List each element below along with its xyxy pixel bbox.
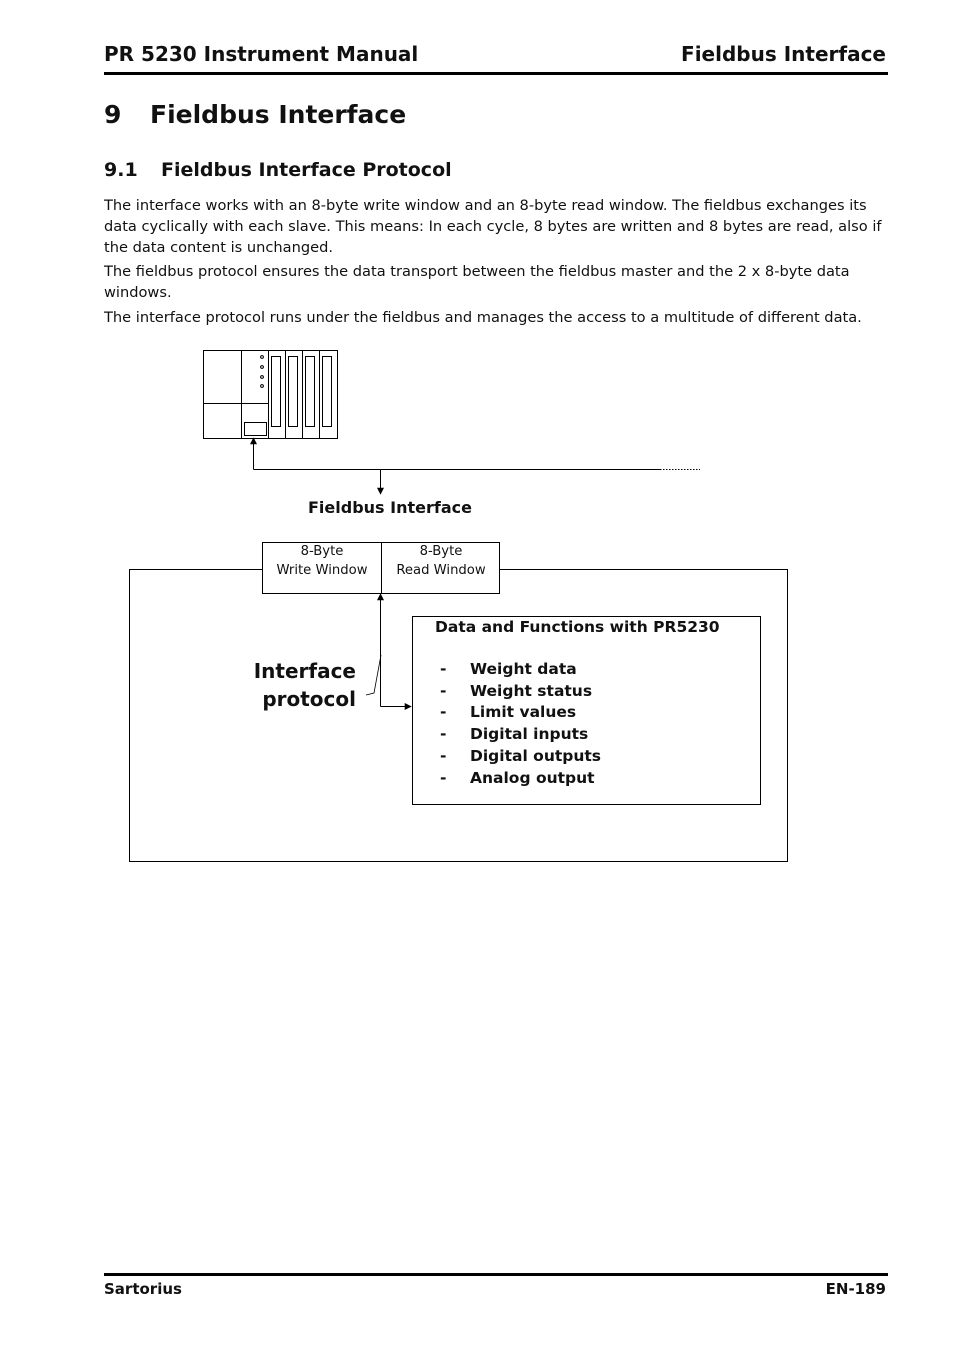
paragraph: The interface works with an 8-byte write window and an 8-byte read window. The fieldbus exchanges its data cyclically with each slave. This means: In each cycle, 8 bytes are written and 8 bytes are read, also if the data content is unchanged. [104, 197, 882, 256]
read-window-line1: 8-Byte [419, 544, 463, 559]
protocol-arrow [366, 594, 411, 707]
list-bullet: - [440, 681, 447, 700]
list-item-label: Weight status [470, 681, 593, 700]
interface-protocol-line1: Interface [253, 659, 356, 683]
interface-protocol-line2: protocol [262, 687, 356, 711]
plc-master-device [204, 351, 338, 439]
write-window-line1: 8-Byte [300, 544, 344, 559]
list-item [440, 768, 601, 790]
fieldbus-line [254, 438, 701, 494]
list-item-label: Digital inputs [470, 725, 589, 744]
footer-rule [104, 1273, 888, 1276]
chapter-number: 9 [104, 100, 122, 129]
list-item [440, 681, 601, 703]
data-functions-title: Data and Functions with PR5230 [435, 618, 720, 636]
list-bullet: - [440, 746, 447, 765]
list-item-label: Analog output [470, 768, 595, 787]
write-window-label [263, 542, 381, 580]
list-item-label: Limit values [470, 703, 577, 722]
data-functions-list [440, 659, 601, 789]
list-bullet: - [440, 725, 447, 744]
list-item-label: Weight data [470, 660, 577, 678]
list-item [440, 746, 601, 768]
list-item [440, 659, 601, 681]
write-window-line2: Write Window [276, 563, 368, 578]
fieldbus-interface-label: Fieldbus Interface [308, 498, 472, 517]
header-manual-title: PR 5230 Instrument Manual [104, 42, 419, 66]
list-item-label: Digital outputs [470, 746, 602, 765]
list-bullet: - [440, 703, 447, 722]
list-item [440, 702, 601, 724]
read-window-line2: Read Window [396, 563, 486, 578]
read-window-label [382, 542, 500, 580]
chapter-title: Fieldbus Interface [150, 100, 407, 129]
footer-page-number: EN-189 [825, 1280, 886, 1298]
interface-protocol-label [254, 657, 356, 713]
paragraph: The interface protocol runs under the fieldbus and manages the access to a multitude of different data. [104, 309, 862, 326]
list-item [440, 724, 601, 746]
list-bullet: - [440, 768, 447, 787]
section-title: Fieldbus Interface Protocol [161, 159, 452, 181]
paragraph: The fieldbus protocol ensures the data transport between the fieldbus master and the 2 x 8-byte data windows. [104, 263, 850, 301]
list-bullet: - [440, 660, 447, 678]
header-section-title: Fieldbus Interface [681, 42, 886, 66]
section-number: 9.1 [104, 159, 138, 181]
footer-company: Sartorius [104, 1280, 182, 1298]
